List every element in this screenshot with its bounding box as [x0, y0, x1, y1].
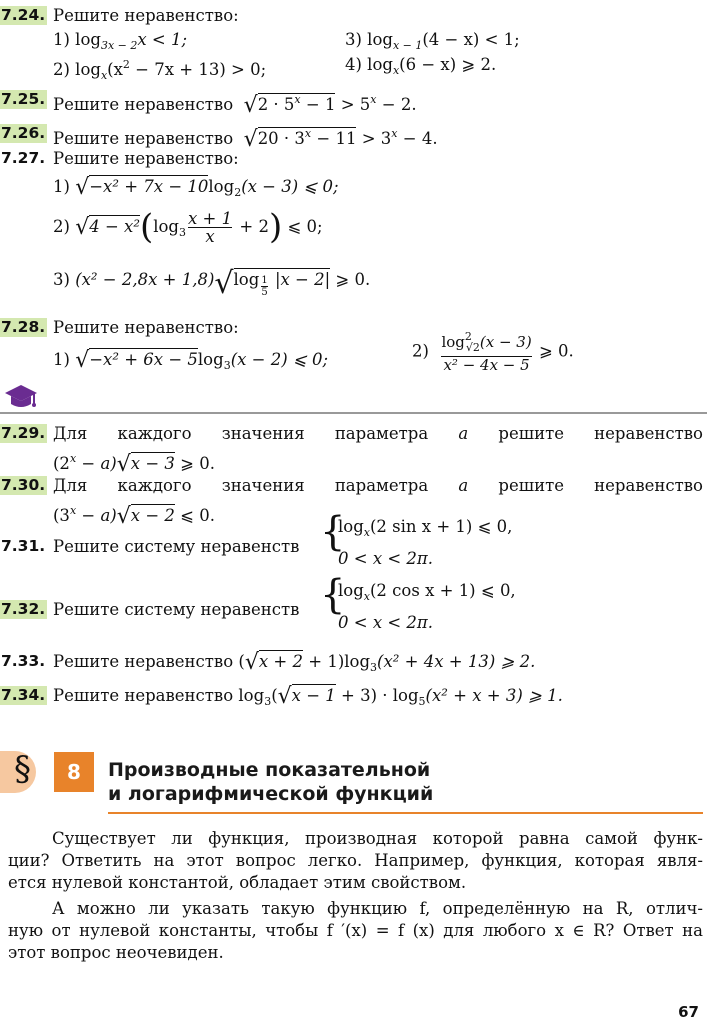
page-number: 67: [678, 1003, 699, 1021]
problem-text: Решите неравенство:: [53, 149, 239, 168]
problem-text: Решите неравенство $√2 \cdot 5^x - 1 > 5^x - 2$.: [53, 93, 417, 118]
problem-number: 7.28.: [1, 318, 46, 336]
paragraph: Существует ли функция, производная которой равна самой функ- ции? Ответить на этот вопрос легко. Например, функция, которая явля- ется нулевой константой, обладает этим свойством.: [8, 829, 703, 892]
problem-text: Решите неравенство:: [53, 6, 239, 25]
problem-number: 7.27.: [1, 149, 46, 167]
problem-text: Решите систему неравенств: [53, 600, 300, 619]
problem-number: 7.24.: [1, 6, 46, 24]
system-row: $\log_x(2$ sin x + 1) ⩽ 0,: [338, 517, 513, 539]
paragraph: А можно ли указать такую функцию f, определённую на R, отлич- ную от нулевой константы, чтобы f ′(x) = f (x) для любого x ∈ R? Ответ на этот вопрос неочевиден.: [8, 899, 703, 962]
problem-number: 7.32.: [1, 600, 46, 618]
section-title: и логарифмической функций: [108, 783, 434, 805]
problem-number: 7.31.: [1, 537, 46, 555]
problem-item: 1) $√-x^2 + 6x - 5\log_3(x - 2)$ ⩽ 0;: [53, 348, 329, 373]
system-row: 0 < x < 2π.: [338, 613, 434, 632]
problem-number: 7.33.: [1, 652, 46, 670]
problem-text: Решите неравенство:: [53, 318, 239, 337]
problem-text: Решите неравенство $(√x + 2 + 1)\log_3(x^2 + 4x + 13)$ ⩾ 2.: [53, 650, 536, 675]
problem-text: Для каждого значения параметра a решите неравенство: [53, 476, 703, 495]
problem-item: 2) $\frac{\log^2_{√2}(x - 3)}{\text{x² − 4x − 5}}$ ⩾ 0.: [412, 330, 574, 374]
problem-number: 7.30.: [1, 476, 46, 494]
problem-text: Решите неравенство $\log_3(√x - 1 + 3) \cdot \log_5(x^2 + x + 3)$ ⩾ 1.: [53, 684, 563, 709]
problem-number: 7.25.: [1, 90, 46, 108]
problem-text: $(2^x - a)√x - 3$ ⩾ 0.: [53, 452, 215, 477]
problem-item: 2) $\log_x(x^2 - 7x + 13) > 0$;: [53, 58, 267, 82]
system-brace: {: [320, 572, 346, 618]
problem-text: Решите систему неравенств: [53, 537, 300, 556]
problem-number: 7.29.: [1, 424, 46, 442]
problem-number: 7.26.: [1, 124, 46, 142]
problem-item: 1) $√-x^2 + 7x - 10\log_2(x - 3)$ ⩽ 0;: [53, 175, 339, 200]
section-underline: [108, 812, 703, 814]
section-number: 8: [54, 752, 94, 792]
system-brace: {: [320, 509, 346, 555]
problem-item: 2) $√4 - x^2(\log_3$ $\frac{x + 1}{x}$ + 2) ⩽ 0;: [53, 207, 323, 247]
problem-number: 7.34.: [1, 686, 46, 704]
section-sign-icon: §: [0, 751, 36, 793]
problem-item: 1) $\log_{3x - 2}x < 1$;: [53, 30, 188, 52]
problem-item: 3) (x² − 2,8x + 1,8)√log $\frac{1}{5}$ |x − 2| ⩾ 0.: [53, 266, 371, 301]
divider: [0, 412, 707, 414]
problem-text: $(3^x - a)√x - 2$ ⩽ 0.: [53, 504, 215, 529]
system-row: 0 < x < 2π.: [338, 549, 434, 568]
problem-text: Для каждого значения параметра a решите неравенство: [53, 424, 703, 443]
problem-item: 4) $\log_x(6 - x)$ ⩾ 2.: [345, 55, 497, 77]
problem-text: Решите неравенство $√20 \cdot 3^x - 11 > 3^x - 4$.: [53, 127, 438, 152]
section-title: Производные показательной: [108, 759, 431, 781]
graduation-cap-icon: [4, 383, 38, 411]
system-row: $\log_x(2$ cos x + 1) ⩽ 0,: [338, 581, 516, 603]
problem-item: 3) $\log_{x - 1}(4 - x) < 1$;: [345, 30, 520, 52]
